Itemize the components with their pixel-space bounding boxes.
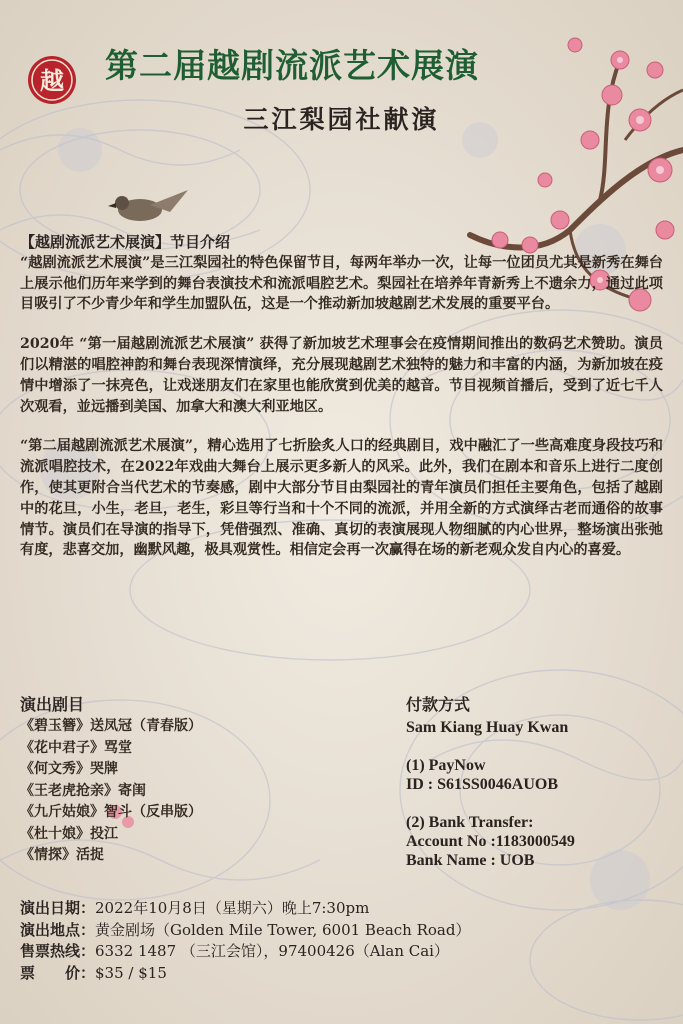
bank-transfer-label: (2) Bank Transfer:	[406, 814, 534, 831]
intro-heading: 【越剧流派艺术展演】节目介绍	[20, 233, 231, 251]
intro-paragraph-3: “第二届越剧流派艺术展演”，精心选用了七折脍炙人口的经典剧目，戏中融汇了一些高难度身段技巧和流派唱腔技术，在2022年戏曲大舞台上展示更多新人的风采。此外，我们在剧本和音乐上进行二度创作，使其更附合当代艺术的节奏感，剧中大部分节目由梨园社的青年演员们担任主要角色，包括了越剧中的花旦，小生，老旦，老生，彩旦等行当和十个不同的流派，并用全新的方式演绎古老而通俗的故事情节。演员们在导演的指导下，凭借强烈、准确、真切的表演展现人物细腻的内心世界，整场演出张弛有度，悲喜交加，幽默风趣，极具观赏性。相信定会再一次赢得在场的新老观众发自内心的喜爱。	[20, 438, 663, 559]
programme-item: 《碧玉簪》送凤冠（青春版）	[20, 718, 202, 734]
intro-paragraph-2: 2020年 “第一届越剧流派艺术展演” 获得了新加坡艺术理事会在疫情期间推出的数码艺术赞助。演员们以精湛的唱腔神韵和舞台表现深情演绎，充分展现越剧艺术独特的魅力和丰富的内涵，为新加坡在疫情中增添了一抹亮色，让戏迷朋友们在家里也能欣赏到优美的越音。节目视频首播后，受到了近七千人次观看，並远播到美国、加拿大和澳大利亚地区。	[20, 336, 663, 415]
payment-details	[406, 718, 676, 870]
ticket-hotline-label: 售票热线：	[20, 942, 96, 960]
event-info	[20, 898, 670, 984]
payee-name: Sam Kiang Huay Kwan	[406, 719, 569, 736]
event-venue-row	[20, 920, 670, 942]
programme-item: 《情探》活捉	[20, 847, 104, 863]
ticket-hotline-value: 6332 1487 （三江会馆），97400426（Alan Cai）	[95, 942, 449, 960]
ticket-price-row	[20, 963, 670, 985]
payment-title: 付款方式	[406, 695, 471, 714]
event-date-row	[20, 898, 670, 920]
ticket-price-label: 票 价：	[20, 963, 96, 982]
logo-character: 越	[40, 66, 64, 95]
event-date-value: 2022年10月8日（星期六）晚上7:30pm	[95, 899, 370, 917]
programme-title: 演出剧目	[20, 695, 85, 714]
programme-item: 《九斤姑娘》智斗（反串版）	[20, 804, 202, 820]
troupe-logo-seal	[26, 54, 78, 106]
bank-name: Bank Name : UOB	[406, 852, 535, 869]
programme-list	[20, 716, 350, 867]
programme-item: 《何文秀》哭牌	[20, 761, 118, 777]
page-title: 第二届越剧流派艺术展演	[105, 46, 479, 85]
ticket-hotline-row	[20, 941, 670, 963]
programme-item: 《王老虎抢亲》寄闺	[20, 782, 146, 799]
paynow-label: (1) PayNow	[406, 757, 486, 774]
bank-account-number: Account No :1183000549	[406, 833, 575, 850]
programme-item: 《杜十娘》投江	[20, 825, 118, 842]
ticket-price-value: $35 / $15	[95, 963, 167, 982]
programme-item: 《花中君子》骂堂	[20, 739, 132, 756]
event-venue-label: 演出地点：	[20, 920, 96, 939]
event-date-label: 演出日期：	[20, 899, 96, 917]
event-venue-value: 黄金剧场（Golden Mile Tower, 6001 Beach Road）	[95, 920, 471, 939]
intro-section	[20, 232, 663, 561]
paynow-id: ID : S61SS0046AUOB	[406, 776, 559, 793]
page-subtitle: 三江梨园社献演	[243, 105, 440, 134]
intro-paragraph-1: “越剧流派艺术展演”是三江梨园社的特色保留节目，每两年举办一次，让每一位团员尤其是新秀在舞台上展示他们历年来学到的舞台表演技术和流派唱腔艺术。梨园社在培养年青新秀上不遗余力，通过此项目吸引了不少青少年和学生加盟队伍，这是一个推动新加坡越剧艺术发展的重要平台。	[20, 254, 663, 313]
